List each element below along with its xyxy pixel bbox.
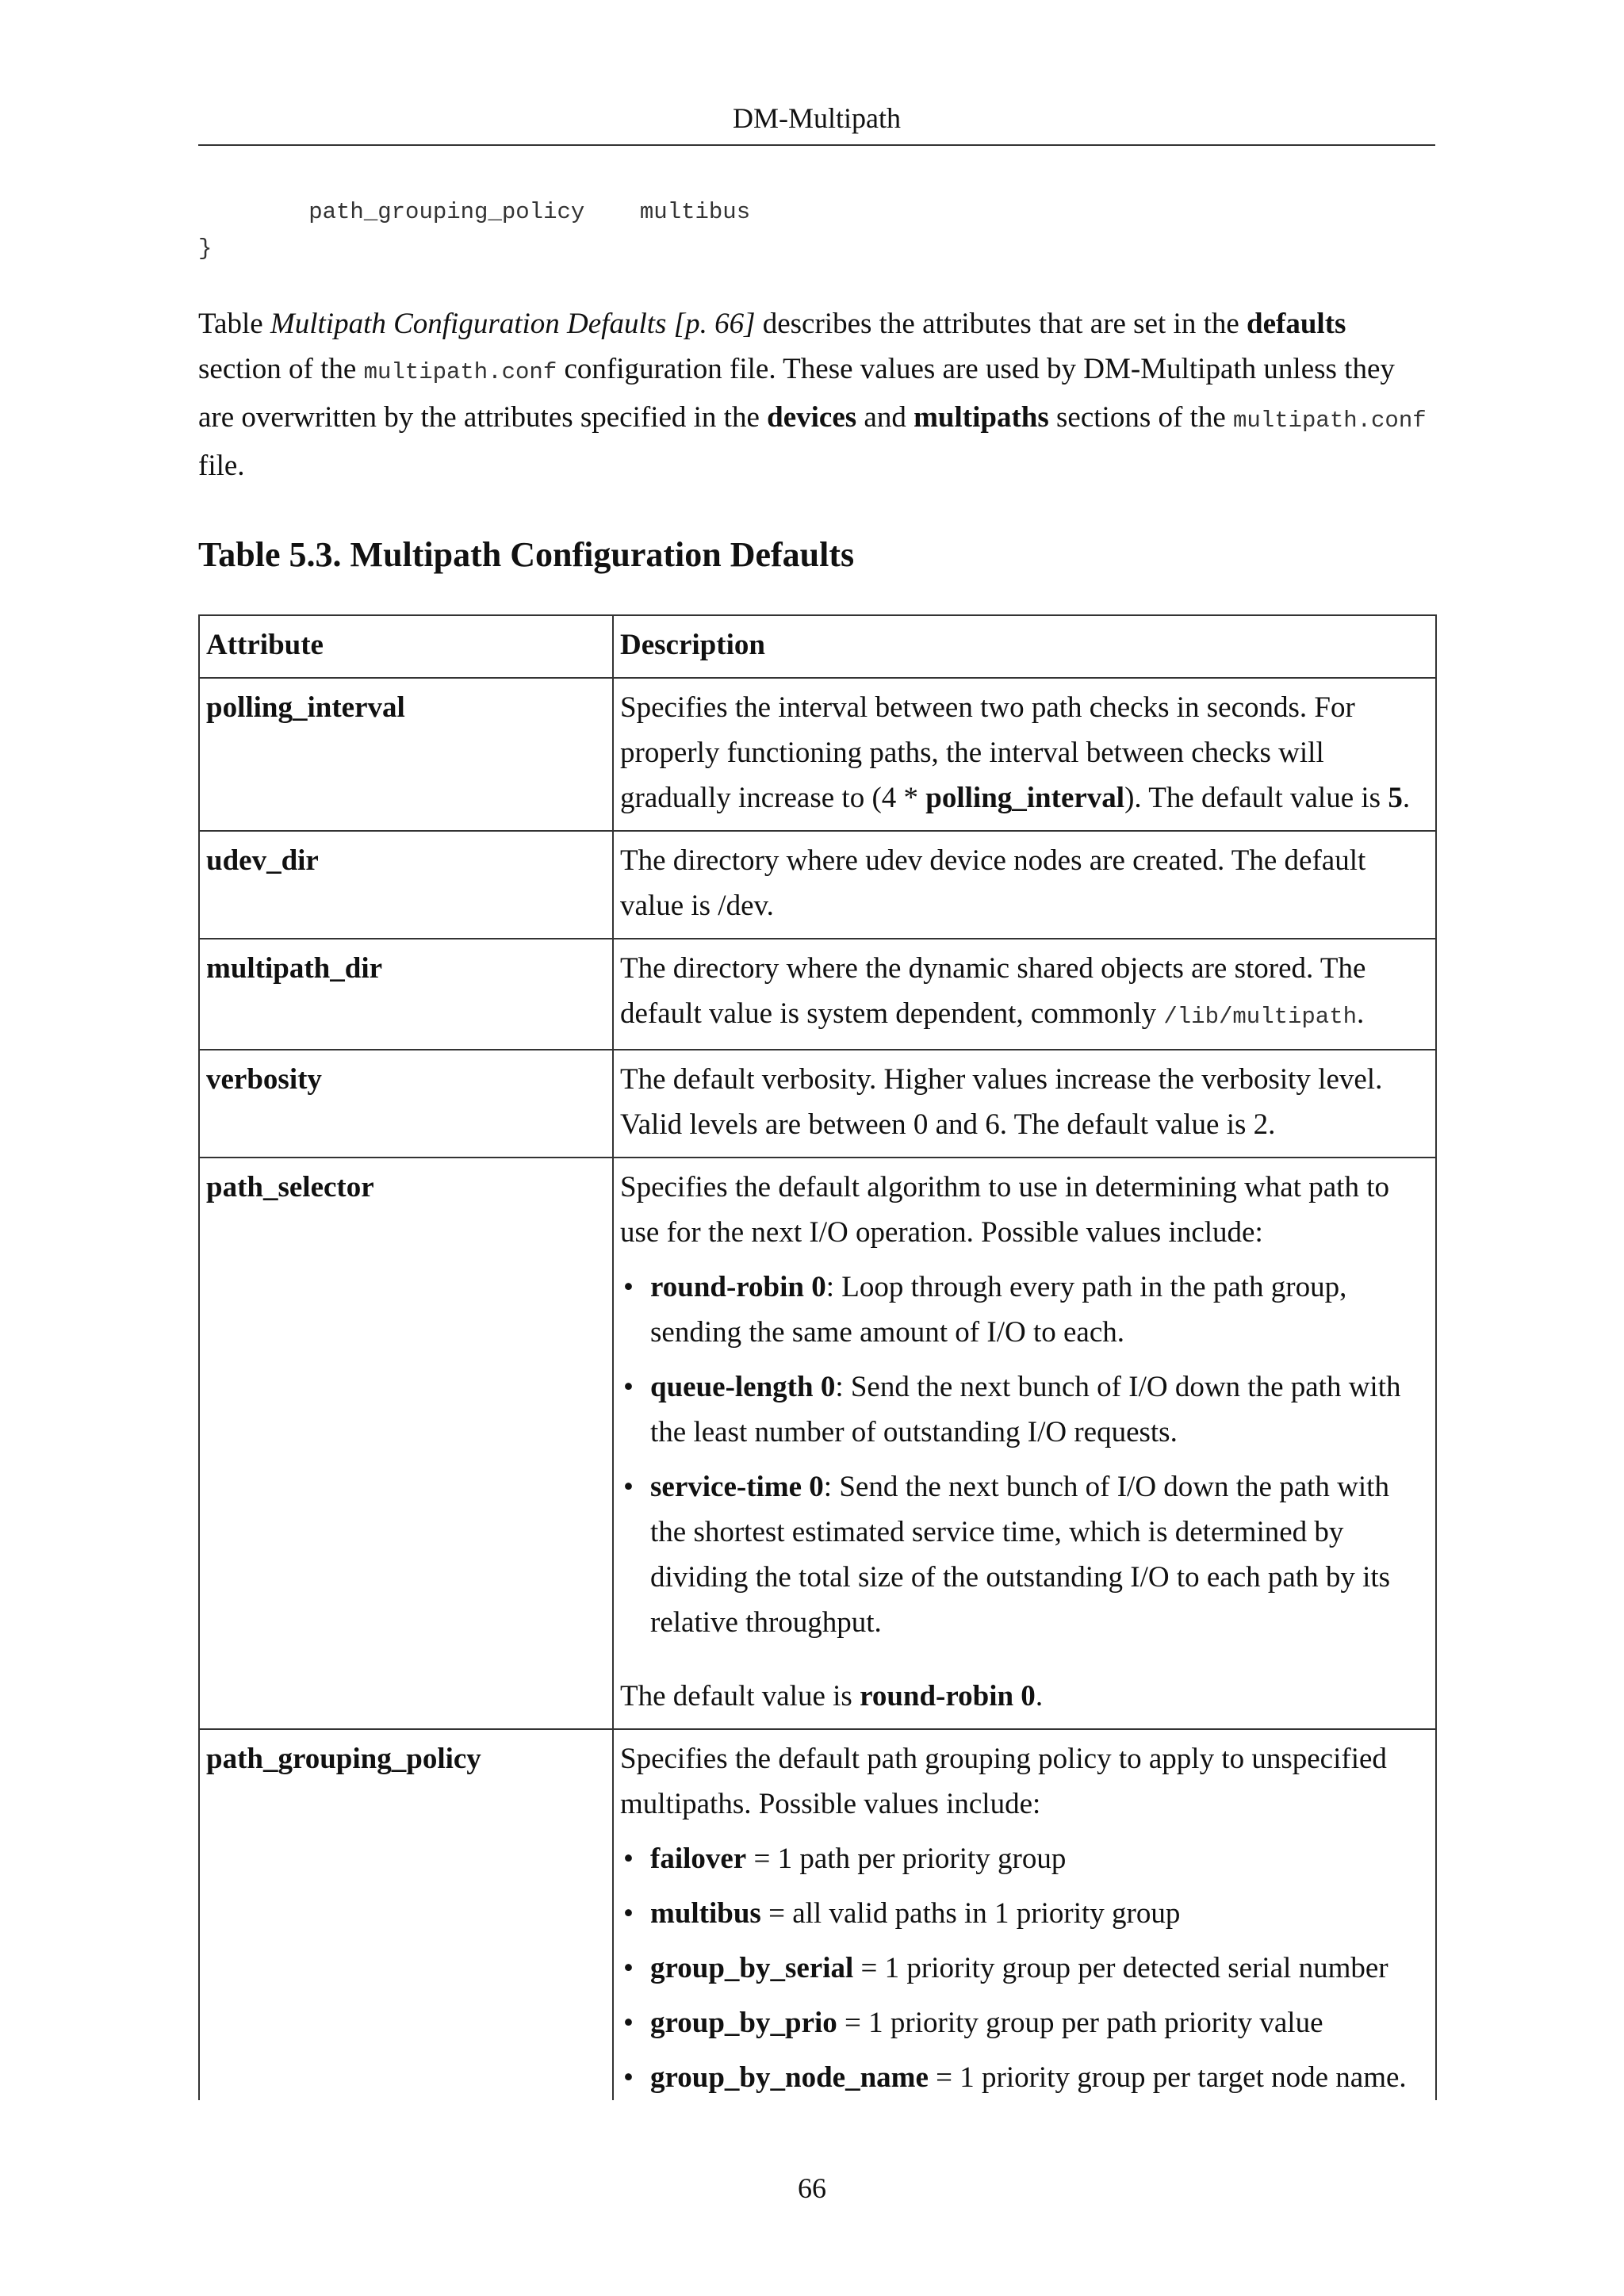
table-row xyxy=(199,939,1436,1050)
list-item xyxy=(620,2055,1429,2100)
list-item-text: = 1 priority group per detected serial number xyxy=(853,1952,1388,1984)
list-item-term: queue-length 0 xyxy=(650,1371,836,1403)
intro-bold-devices: devices xyxy=(767,401,857,434)
table-header-row xyxy=(199,615,1436,678)
header-description: Description xyxy=(613,615,1436,678)
list-item xyxy=(620,1891,1429,1936)
path-selector-default xyxy=(620,1674,1429,1719)
desc-path-grouping-policy xyxy=(613,1729,1436,2100)
desc-bold: polling_interval xyxy=(925,782,1125,814)
table-reference-link[interactable]: Multipath Configuration Defaults [p. 66] xyxy=(270,308,756,340)
defaults-table xyxy=(198,614,1437,2100)
intro-text: sections of the xyxy=(1048,401,1233,434)
desc-multipath-dir xyxy=(613,939,1436,1050)
intro-bold-defaults: defaults xyxy=(1247,308,1346,340)
desc-polling-interval xyxy=(613,678,1436,831)
list-item xyxy=(620,1946,1429,1991)
list-item-term: multibus xyxy=(650,1897,761,1930)
list-item-term: service-time 0 xyxy=(650,1471,824,1503)
desc-code-path: /lib/multipath xyxy=(1163,1004,1358,1030)
intro-code-filename: multipath.conf xyxy=(1233,408,1427,434)
table-row xyxy=(199,1050,1436,1158)
table-row xyxy=(199,1158,1436,1729)
header-attribute: Attribute xyxy=(199,615,613,678)
list-item-text: = 1 priority group per path priority value xyxy=(837,2007,1323,2039)
table-title: Table 5.3. Multipath Configuration Defaults xyxy=(198,535,855,574)
attr-path-selector: path_selector xyxy=(199,1158,613,1729)
intro-code-filename: multipath.conf xyxy=(363,359,557,385)
list-item-term: group_by_prio xyxy=(650,2007,837,2039)
list-item xyxy=(620,1265,1429,1355)
table-row xyxy=(199,678,1436,831)
desc-text: Specifies the interval between two path checks in seconds. For properly functioning paths, the interval between checks will gradually increase to (4 * xyxy=(620,691,1355,814)
list-item-text: = 1 path per priority group xyxy=(746,1843,1067,1875)
attr-verbosity: verbosity xyxy=(199,1050,613,1158)
attr-path-grouping-policy: path_grouping_policy xyxy=(199,1729,613,2100)
desc-bold: round-robin 0 xyxy=(860,1680,1036,1712)
path-selector-list xyxy=(620,1265,1429,1645)
page-header xyxy=(198,95,1435,146)
intro-text: file. xyxy=(198,450,245,482)
desc-text: Specifies the default algorithm to use in determining what path to use for the next I/O operation. Possible values include: xyxy=(620,1171,1389,1249)
list-item-term: group_by_node_name xyxy=(650,2061,929,2094)
desc-text: The default value is xyxy=(620,1680,860,1712)
desc-udev-dir: The directory where udev device nodes are created. The default value is /dev. xyxy=(613,831,1436,939)
list-item xyxy=(620,1364,1429,1455)
page-number: 66 xyxy=(798,2172,826,2204)
list-item xyxy=(620,2000,1429,2045)
desc-verbosity: The default verbosity. Higher values increase the verbosity level. Valid levels are between 0 and 6. The default value is 2. xyxy=(613,1050,1436,1158)
desc-text: Specifies the default path grouping policy to apply to unspecified multipaths. Possible values include: xyxy=(620,1743,1387,1820)
intro-text: Table xyxy=(198,308,270,340)
desc-bold: 5 xyxy=(1388,782,1403,814)
list-item-text: : Send the next bunch of I/O down the path with the shortest estimated service time, which is determined by dividing the total size of the outstanding I/O to each path by its relative throughput. xyxy=(650,1471,1391,1639)
list-item-term: group_by_serial xyxy=(650,1952,854,1984)
header-title: DM-Multipath xyxy=(733,102,901,134)
attr-multipath-dir: multipath_dir xyxy=(199,939,613,1050)
code-line: path_grouping_policy multibus xyxy=(198,199,751,225)
table-row xyxy=(199,1729,1436,2100)
attr-udev-dir: udev_dir xyxy=(199,831,613,939)
list-item xyxy=(620,1464,1429,1645)
intro-text: describes the attributes that are set in the xyxy=(755,308,1247,340)
code-block xyxy=(198,194,1435,267)
path-grouping-list xyxy=(620,1836,1429,2100)
intro-text: section of the xyxy=(198,353,364,385)
attr-polling-interval: polling_interval xyxy=(199,678,613,831)
intro-text: and xyxy=(856,401,914,434)
list-item-text: : Send the next bunch of I/O down the path with the least number of outstanding I/O requests. xyxy=(650,1371,1401,1448)
desc-text: The directory where the dynamic shared objects are stored. The default value is system dependent, commonly xyxy=(620,952,1366,1030)
intro-text: configuration file. These values are used by DM-Multipath unless they are overwritten by the attributes specified in the xyxy=(198,353,1395,434)
list-item xyxy=(620,1836,1429,1881)
intro-paragraph xyxy=(198,301,1435,488)
desc-text: . xyxy=(1402,782,1411,814)
list-item-text: = 1 priority group per target node name. xyxy=(928,2061,1407,2094)
list-item-text: = all valid paths in 1 priority group xyxy=(760,1897,1181,1930)
intro-bold-multipaths: multipaths xyxy=(914,401,1049,434)
list-item-term: failover xyxy=(650,1843,747,1875)
code-line: } xyxy=(198,235,213,262)
list-item-term: round-robin 0 xyxy=(650,1271,826,1303)
list-item-text: : Loop through every path in the path group, sending the same amount of I/O to each. xyxy=(650,1271,1347,1349)
desc-text: . xyxy=(1357,997,1365,1030)
desc-text: . xyxy=(1035,1680,1044,1712)
desc-text: ). The default value is xyxy=(1124,782,1388,814)
table-row xyxy=(199,831,1436,939)
desc-path-selector xyxy=(613,1158,1436,1729)
